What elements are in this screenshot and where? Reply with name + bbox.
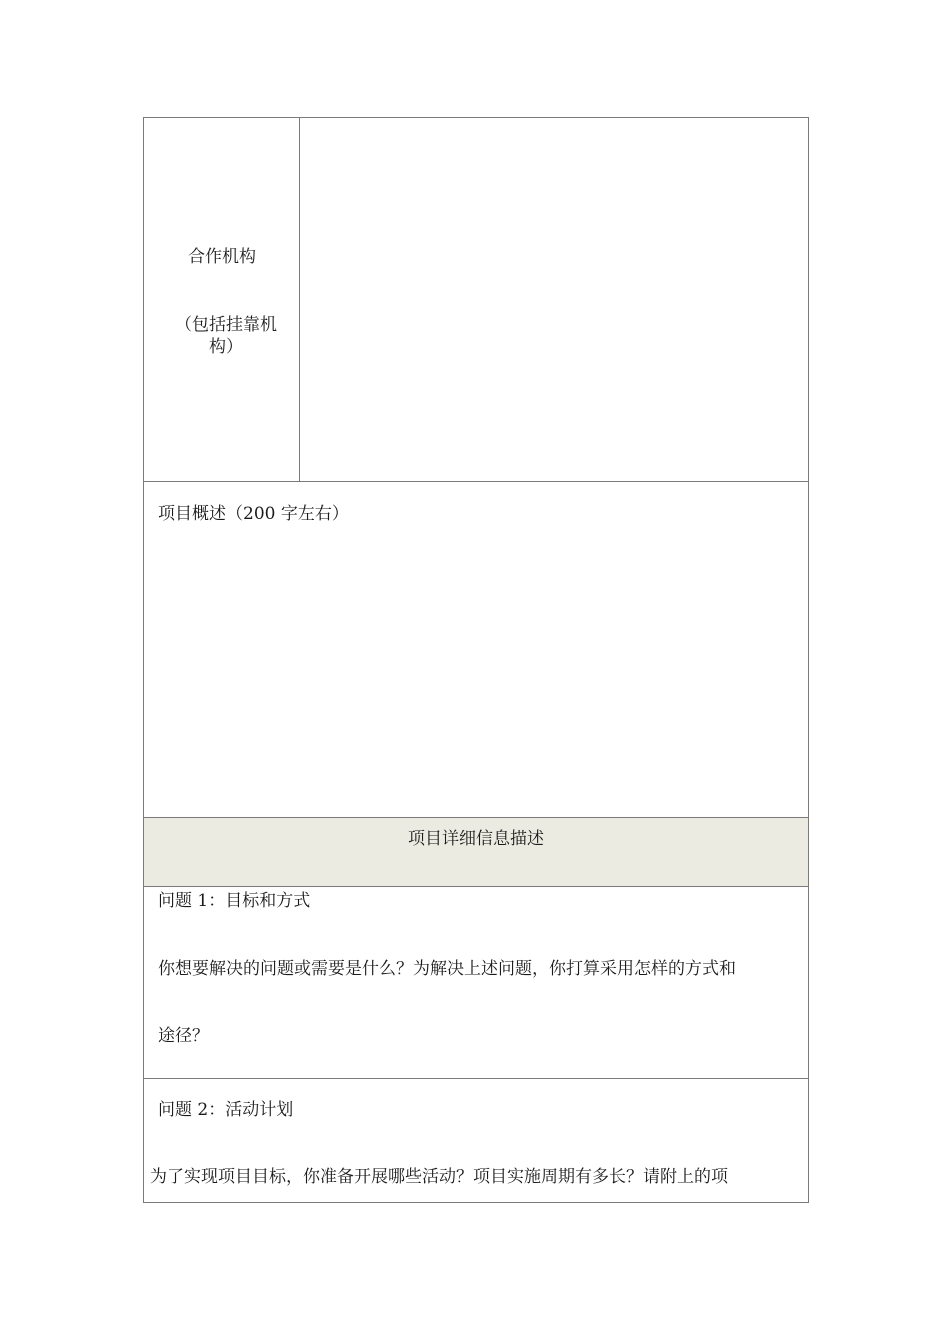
question-1-row[interactable] xyxy=(144,886,808,1078)
question-2-body: 为了实现项目目标，你准备开展哪些活动？项目实施周期有多长？请附上的项 xyxy=(150,1167,728,1187)
project-summary-row[interactable] xyxy=(144,481,808,817)
section-title: 项目详细信息描述 xyxy=(408,829,544,849)
question-1-title: 问题 1：目标和方式 xyxy=(158,891,311,911)
summary-label: 项目概述（200 字左右） xyxy=(158,504,349,524)
partner-note: （包括挂靠机构） xyxy=(175,315,277,357)
question-1-continuation: 途径？ xyxy=(158,1026,209,1046)
question-1-body: 你想要解决的问题或需要是什么？为解决上述问题，你打算采用怎样的方式和 xyxy=(158,959,736,979)
application-form-table xyxy=(143,117,809,1203)
partner-value-field[interactable] xyxy=(300,118,808,481)
section-header-row xyxy=(144,817,808,886)
partner-organization-row xyxy=(144,118,808,481)
question-2-title: 问题 2：活动计划 xyxy=(158,1100,294,1120)
partner-label-cell xyxy=(144,118,300,481)
partner-label: 合作机构 xyxy=(188,247,256,267)
question-2-row[interactable] xyxy=(144,1078,808,1202)
